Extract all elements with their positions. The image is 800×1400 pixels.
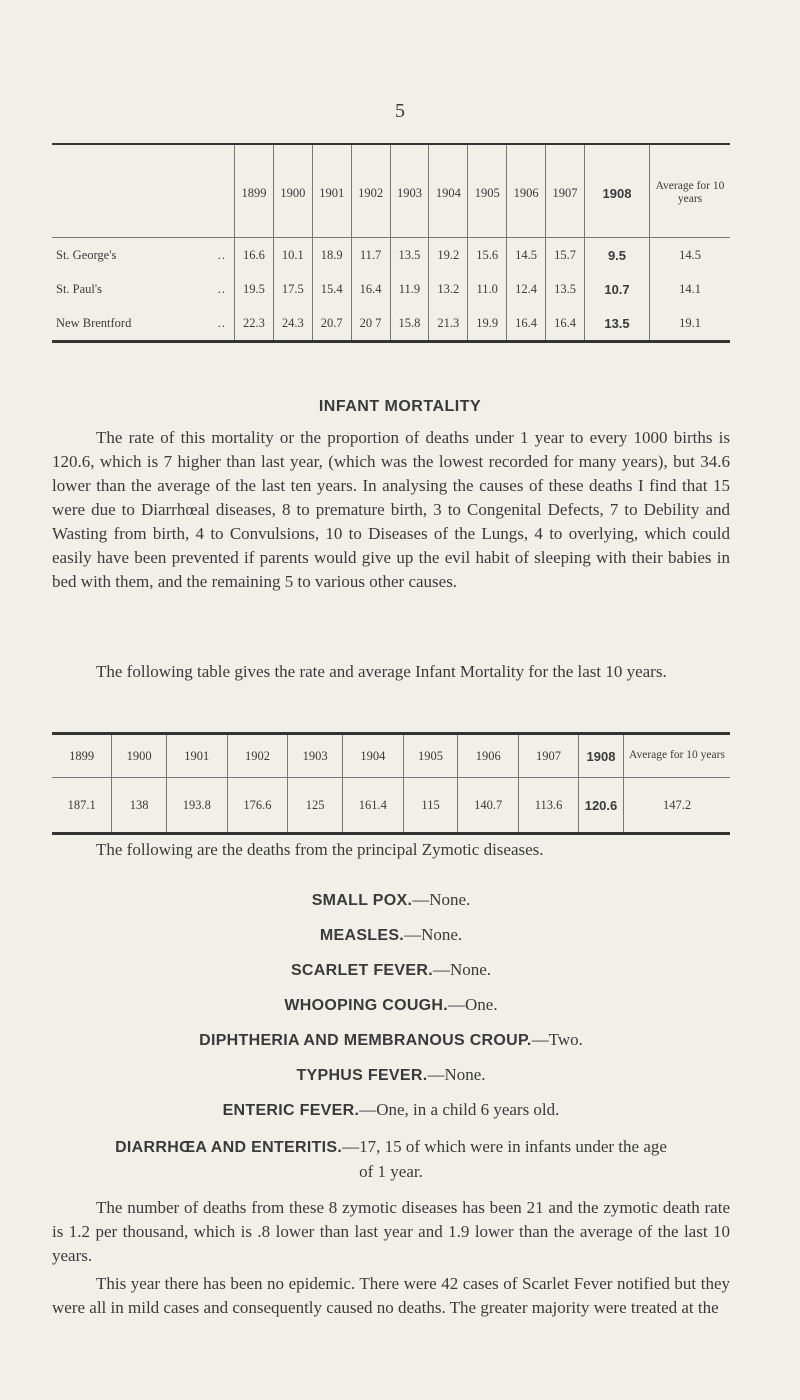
disease-count: —17, 15 of which were in infants under the age of 1 year. — [342, 1137, 667, 1181]
infant-table-intro-paragraph: The following table gives the rate and average Infant Mortality for the last 10 years. — [96, 662, 667, 681]
table-cell: 19.5 — [235, 272, 274, 306]
infant-mortality-text — [52, 426, 730, 594]
table-cell: 19.9 — [468, 306, 507, 342]
year-header: 1907 — [519, 734, 579, 778]
zymotic-intro-paragraph: The following are the deaths from the principal Zymotic diseases. — [96, 840, 544, 859]
zymotic-intro — [52, 838, 730, 862]
table-cell: 9.5 — [585, 238, 650, 273]
district-name: New Brentford — [56, 315, 132, 330]
disease-count: —None. — [432, 960, 492, 979]
district-name: St. Paul's — [56, 281, 103, 296]
table-cell: 22.3 — [235, 306, 274, 342]
zymotic-summary — [52, 1196, 730, 1268]
table-cell: 10.1 — [273, 238, 312, 273]
table-cell: 19.2 — [429, 238, 468, 273]
disease-count: —One, in a child 6 years old. — [359, 1100, 560, 1119]
table-cell: 10.7 — [585, 272, 650, 306]
table-cell: 187.1 — [52, 778, 112, 834]
table-row — [52, 272, 730, 306]
table-cell: 16.4 — [351, 272, 390, 306]
table-cell: 176.6 — [227, 778, 288, 834]
year-header: 1899 — [235, 144, 274, 238]
table-row — [52, 778, 730, 834]
disease-entry — [52, 1030, 730, 1050]
leader-dots: .. — [217, 247, 226, 262]
disease-entry — [52, 925, 730, 945]
table-cell: 16.4 — [507, 306, 546, 342]
year-header: 1899 — [69, 748, 95, 763]
infant-mortality-table — [52, 732, 730, 835]
table-cell: 13.2 — [429, 272, 468, 306]
table-cell: 14.1 — [650, 272, 731, 306]
district-name: St. George's — [56, 247, 117, 262]
year-header: 1902 — [351, 144, 390, 238]
disease-count: —None. — [412, 890, 471, 909]
table-cell: 193.8 — [166, 778, 227, 834]
table-cell: 147.2 — [624, 778, 731, 834]
leader-dots: .. — [217, 281, 226, 296]
page-number: 5 — [395, 100, 405, 122]
year-header: 1903 — [288, 734, 343, 778]
table-cell: 15.6 — [468, 238, 507, 273]
disease-entry — [52, 1135, 730, 1184]
year-header: 1904 — [343, 734, 404, 778]
infant-mortality-paragraph: The rate of this mortality or the proportion of deaths under 1 year to every 1000 births is 120.6, which is 7 higher than last year, (which was the lowest recorded for many years), but 34.6 lower than the average of the last ten years. In analysing the causes of these deaths I find that 15 were due to Diarrhœal diseases, 8 to premature birth, 3 to Congenital Defects, 7 to Debility and Wasting from birth, 4 to Convulsions, 10 to Diseases of the Lungs, 4 to overlying, which could easily have been prevented if parents would give up the evil habit of sleeping with their babies in bed with them, and the remaining 5 to various other causes. — [52, 428, 730, 591]
year-header: 1905 — [403, 734, 458, 778]
table-cell: 18.9 — [312, 238, 351, 273]
infant-table-intro — [52, 660, 730, 684]
year-header: 1901 — [166, 734, 227, 778]
disease-name: SMALL POX. — [311, 892, 413, 909]
table-cell: 13.5 — [546, 272, 585, 306]
disease-name: DIPHTHERIA AND MEMBRANOUS CROUP. — [199, 1032, 532, 1049]
table-cell: 17.5 — [273, 272, 312, 306]
disease-name: TYPHUS FEVER. — [296, 1067, 428, 1084]
table-row — [52, 238, 730, 273]
year-header: 1906 — [458, 734, 519, 778]
table-cell: 120.6 — [579, 778, 624, 834]
table-cell: 113.6 — [519, 778, 579, 834]
table-cell: 20.7 — [312, 306, 351, 342]
table-cell: 13.5 — [390, 238, 429, 273]
table-cell: 161.4 — [343, 778, 404, 834]
disease-entry — [52, 890, 730, 910]
average-header: Average for 10 years — [624, 734, 731, 778]
disease-count: —None. — [427, 1065, 486, 1084]
table-cell: 15.8 — [390, 306, 429, 342]
year-header: 1908 — [585, 144, 650, 238]
table-cell: 24.3 — [273, 306, 312, 342]
disease-entry — [52, 1100, 730, 1120]
table-cell: 21.3 — [429, 306, 468, 342]
table-cell: 16.4 — [546, 306, 585, 342]
zymotic-summary-paragraph: The number of deaths from these 8 zymotic diseases has been 21 and the zymotic death rate is 1.2 per thousand, which is .8 lower than last year and 1.9 lower than the average of the last 10 years. — [52, 1198, 730, 1265]
average-header: Average for 10 years — [650, 144, 731, 238]
table-cell: 13.5 — [585, 306, 650, 342]
table-cell: 11.7 — [351, 238, 390, 273]
table-cell: 115 — [403, 778, 458, 834]
table-cell: 20 7 — [351, 306, 390, 342]
district-cell — [52, 238, 235, 273]
leader-dots: .. — [217, 315, 226, 330]
disease-name: MEASLES. — [319, 927, 405, 944]
year-header: 1905 — [468, 144, 507, 238]
table-cell: 138 — [112, 778, 167, 834]
disease-entry — [52, 1065, 730, 1085]
infant-mortality-heading: INFANT MORTALITY — [318, 398, 482, 415]
table-cell: 19.1 — [650, 306, 731, 342]
district-cell — [52, 306, 235, 342]
disease-name: WHOOPING COUGH. — [284, 997, 449, 1014]
disease-count: —Two. — [531, 1030, 583, 1049]
year-header: 1906 — [507, 144, 546, 238]
table-cell: 140.7 — [458, 778, 519, 834]
year-header: 1903 — [390, 144, 429, 238]
year-header: 1900 — [273, 144, 312, 238]
table-cell: 14.5 — [507, 238, 546, 273]
table-header-row — [52, 144, 730, 238]
scarlet-fever-note — [52, 1272, 730, 1320]
year-header: 1902 — [227, 734, 288, 778]
year-header: 1908 — [579, 734, 624, 778]
year-header: 1901 — [312, 144, 351, 238]
year-header: 1907 — [546, 144, 585, 238]
year-header: 1900 — [112, 734, 167, 778]
table-cell: 15.7 — [546, 238, 585, 273]
table-cell: 12.4 — [507, 272, 546, 306]
table-cell: 15.4 — [312, 272, 351, 306]
table-row — [52, 306, 730, 342]
table-cell: 125 — [288, 778, 343, 834]
year-header: 1904 — [429, 144, 468, 238]
table-cell: 16.6 — [235, 238, 274, 273]
disease-name: ENTERIC FEVER. — [222, 1102, 360, 1119]
disease-count: —One. — [448, 995, 498, 1014]
table-cell: 11.0 — [468, 272, 507, 306]
district-column-header — [52, 144, 235, 238]
disease-count: —None. — [404, 925, 463, 944]
disease-name: SCARLET FEVER. — [290, 962, 433, 979]
table-cell: 14.5 — [650, 238, 731, 273]
table-header-row — [52, 734, 730, 778]
disease-name: DIARRHŒA AND ENTERITIS. — [115, 1139, 343, 1156]
death-rate-table — [52, 143, 730, 343]
disease-entry — [52, 995, 730, 1015]
table-cell: 11.9 — [390, 272, 429, 306]
scarlet-fever-paragraph: This year there has been no epidemic. There were 42 cases of Scarlet Fever notified but they were all in mild cases and consequently caused no deaths. The greater majority were treated at the — [52, 1274, 730, 1317]
disease-entry — [52, 960, 730, 980]
district-cell — [52, 272, 235, 306]
